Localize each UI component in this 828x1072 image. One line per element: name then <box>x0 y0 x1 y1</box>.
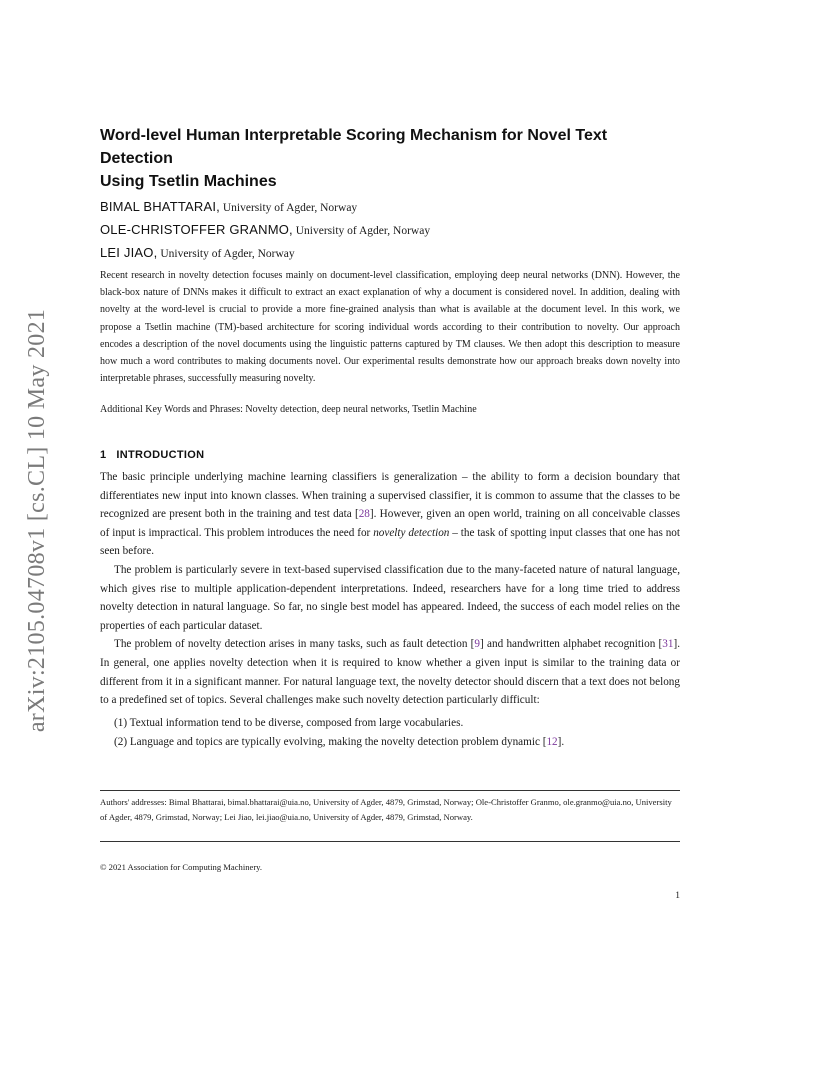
copyright-divider <box>100 841 680 842</box>
keywords: Additional Key Words and Phrases: Novelty detection, deep neural networks, Tsetlin Machine <box>100 404 477 415</box>
paragraph: The basic principle underlying machine learning classifiers is generalization – the ability to form a decision boundary that differentiates new input into known classes. When training a supervised classifier, it is common to assume that the classes to be recognized are present both in the training and test data [28]. However, given an open world, training on all conceivable classes of input is impractical. This problem introduces the need for novelty detection – the task of spotting input classes that one has not seen before. <box>100 471 681 558</box>
list-item: (2) Language and topics are typically evolving, making the novelty detection problem dynamic [12]. <box>114 735 565 748</box>
author-affiliation: University of Agder, Norway <box>219 202 358 214</box>
emphasis: novelty detection <box>373 526 450 539</box>
title-line-2: Using Tsetlin Machines <box>100 173 277 190</box>
author-list <box>100 196 680 265</box>
paper-title <box>100 124 680 193</box>
author-entry <box>100 196 680 219</box>
challenge-list <box>114 714 680 752</box>
citation-link[interactable]: 31 <box>662 638 674 651</box>
author-name: OLE-CHRISTOFFER GRANMO, <box>100 222 293 237</box>
author-entry <box>100 242 680 265</box>
section-number: 1 <box>100 449 107 461</box>
paragraph: The problem is particularly severe in text-based supervised classification due to the many-faceted nature of natural language, which gives rise to multiple application-dependent interpretations. Indeed, researchers have for a long time tried to address novelty detection in natural language. So far, no single best model has appeared. Indeed, the success of each model relies on the properties of each particular dataset. <box>100 563 680 632</box>
copyright-notice: © 2021 Association for Computing Machinery. <box>100 862 263 872</box>
section-heading <box>100 447 680 463</box>
page-number: 1 <box>675 891 680 901</box>
section-title: INTRODUCTION <box>116 449 205 461</box>
citation-link[interactable]: 12 <box>546 735 558 748</box>
author-affiliation: University of Agder, Norway <box>292 225 431 237</box>
author-name: LEI JIAO, <box>100 245 158 260</box>
arxiv-identifier: arXiv:2105.04708v1 [cs.CL] 10 May 2021 <box>24 308 51 732</box>
list-item: (1) Textual information tend to be diverse, composed from large vocabularies. <box>114 716 464 729</box>
paragraph: The problem of novelty detection arises in many tasks, such as fault detection [9] and handwritten alphabet recognition [31]. In general, one applies novelty detection when it is required to know whether a given input is similar to the training data or different from it in a significant manner. For natural language text, the novelty detector should discern that a text does not belong to a predefined set of topics. Several challenges make such novelty detection particularly difficult: <box>100 638 681 707</box>
introduction-body <box>100 468 680 752</box>
citation-link[interactable]: 28 <box>358 508 370 521</box>
author-name: BIMAL BHATTARAI, <box>100 199 220 214</box>
arxiv-sidebar-stamp <box>18 280 58 760</box>
title-line-1: Word-level Human Interpretable Scoring Mechanism for Novel Text Detection <box>100 127 608 167</box>
abstract: Recent research in novelty detection focuses mainly on document-level classification, employing deep neural networks (DNN). However, the black-box nature of DNNs makes it difficult to extract an exact explanation of why a document is considered novel. In addition, dealing with novelty at the word-level is crucial to provide a more fine-grained analysis than what is available at the document level. In this work, we propose a Tsetlin machine (TM)-based architecture for scoring individual words according to their contribution to novelty. Our approach encodes a description of the novel documents using the linguistic patterns captured by TM clauses. We then adopt this description to measure how much a word contributes to making documents novel. Our experimental results demonstrate how our approach breaks down novelty into interpretable phrases, successfully measuring novelty. <box>100 270 680 385</box>
citation-link[interactable]: 9 <box>474 638 481 651</box>
author-addresses-footnote: Authors' addresses: Bimal Bhattarai, bimal.bhattarai@uia.no, University of Agder, 4879, Grimstad, Norway; Ole-Christoffer Granmo, ole.granmo@uia.no, University of Agder, 4879, Grimstad, Norway; Lei Jiao, lei.jiao@uia.no, University of Agder, 4879, Grimstad, Norway. <box>100 797 672 822</box>
footnote-divider <box>100 790 680 791</box>
author-entry <box>100 219 680 242</box>
author-affiliation: University of Agder, Norway <box>157 248 295 260</box>
